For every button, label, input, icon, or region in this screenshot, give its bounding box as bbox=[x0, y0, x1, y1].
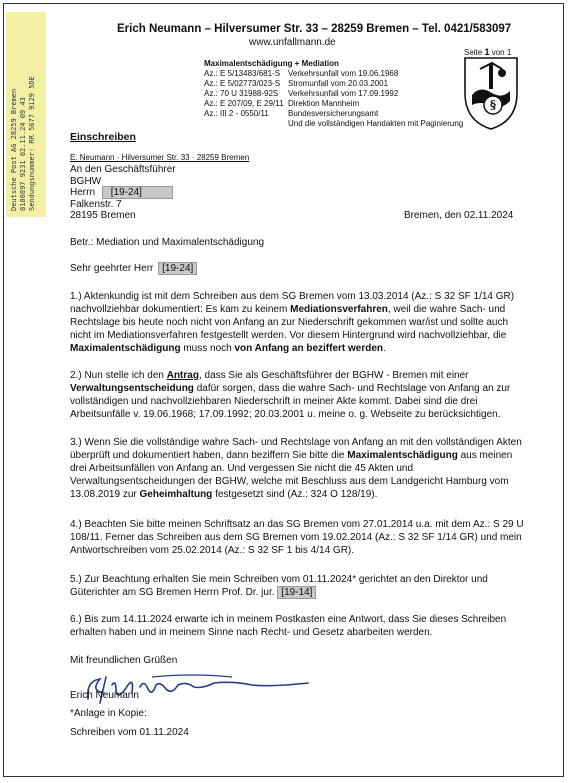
case-reference-number: Az.: 70 U 31988-92S bbox=[204, 89, 279, 98]
case-reference-desc: Und die vollständigen Handakten mit Paginierung bbox=[288, 119, 464, 128]
case-block-title: Maximalentschädigung + Mediation bbox=[204, 59, 339, 68]
case-reference-row bbox=[204, 69, 463, 79]
stamp-line: Deutsche Post AG 28259 Bremen bbox=[10, 88, 18, 211]
emphasis-text: Geheimhaltung bbox=[139, 489, 213, 500]
emphasis-text: Mediationsverfahren bbox=[290, 304, 388, 315]
letter-date: Bremen, den 02.11.2024 bbox=[404, 210, 514, 221]
salutation-text: Sehr geehrter Herr bbox=[70, 263, 154, 274]
case-reference-row bbox=[204, 119, 463, 129]
paragraph-text: , dass Sie als Geschäftsführer der BGHW - Bremen mit einer bbox=[198, 370, 469, 381]
redacted-name: [19-24] bbox=[102, 186, 173, 199]
closing-phrase: Mit freundlichen Grüßen bbox=[70, 655, 178, 666]
stamp-line: 8100897 9231 02.11.24 09 43 bbox=[19, 97, 27, 211]
letterhead-title: Erich Neumann – Hilversumer Str. 33 – 28259 Bremen – Tel. 0421/583097 bbox=[117, 23, 512, 35]
recipient-line-1: An den Geschäftsführer bbox=[70, 164, 176, 175]
paragraph-2 bbox=[70, 369, 525, 421]
svg-text:§: § bbox=[489, 98, 497, 112]
case-reference-row bbox=[204, 109, 463, 119]
paragraph-5 bbox=[70, 573, 525, 599]
paragraph-text: 3.) Wenn Sie die vollständige wahre Sach- und Rechtslage von Anfang an mit den vollständigen Akten überprüft und dokumentiert haben, dann beziffern Sie bitte die bbox=[70, 437, 522, 461]
letterhead-website: www.unfallmann.de bbox=[249, 37, 336, 48]
signer-name: Erich Neumann bbox=[70, 690, 139, 701]
emphasis-text: Maximalentschädigung bbox=[70, 343, 181, 354]
paragraph-4: 4.) Beachten Sie bitte meinen Schriftsatz an das SG Bremen vom 27.01.2014 u.a. mit dem Az.: S 29 U 108/11. Ferner das Schreiben aus dem SG Bremen vom 19.02.2014 (Az.: S 32 SF 1/14 GR) und mein Antwortschreiben vom 25.02.2014 (Az.: S 32 SF 1 bis 4/14 GR). bbox=[70, 519, 524, 556]
emblem-logo bbox=[462, 55, 520, 131]
letter-subject: Betr.: Mediation und Maximalentschädigung bbox=[70, 237, 265, 248]
mail-type: Einschreiben bbox=[70, 131, 136, 143]
case-reference-desc: Bundesversicherungsamt bbox=[288, 109, 379, 118]
paragraph-text: 5.) Zur Beachtung erhalten Sie mein Schreiben vom 01.11.2024* gerichtet an den Direktor und Güterichter am SG Bremen Herrn Prof. Dr. jur. bbox=[70, 574, 488, 598]
case-reference-number: Az.: E 207/09, E 29/11 bbox=[204, 99, 284, 108]
emphasis-text: Verwaltungsentscheidung bbox=[70, 383, 194, 394]
recipient-city: 28195 Bremen bbox=[70, 210, 136, 221]
case-reference-desc: Stromunfall vom 20.03.2001 bbox=[288, 79, 389, 88]
emphasis-text: Antrag bbox=[166, 370, 199, 381]
enclosure-item: Schreiben vom 01.11.2024 bbox=[70, 727, 189, 738]
redacted-name: [19-14] bbox=[277, 586, 316, 599]
case-reference-row bbox=[204, 89, 463, 99]
case-reference-number: Az.: E 5/13483/681-S bbox=[204, 69, 281, 78]
paragraph-text: , weil die wahre Sach- und Rechtslage bis heute noch nicht von Anfang an zur Niederschrift gekommen war/ist und sollte auch nicht im Mediationsverfahren festgestellt werden. Vor diesem Hintergrund wird nachvollziehbar, die bbox=[70, 304, 509, 341]
paragraph-text: aus meinen drei Arbeitsunfällen von Anfang an. Und vergessen Sie nicht die 45 Akten und Verwaltungsentscheidungen der BGHW, welche mit Beschluss aus dem Landgericht Hamburg vom 13.08.2019 zur bbox=[70, 450, 513, 500]
redacted-name: [19-24] bbox=[158, 262, 197, 275]
emphasis-text: von Anfang an beziffert werden bbox=[234, 343, 384, 354]
page-total: von 1 bbox=[491, 48, 512, 57]
paragraph-text: . bbox=[383, 343, 386, 354]
stamp-line: Sendungsnummer: RR 5677 9129 5DE bbox=[28, 76, 36, 211]
case-reference-list bbox=[204, 69, 463, 129]
postage-stamp-text bbox=[6, 12, 46, 217]
recipient-title: Herrn bbox=[70, 187, 96, 198]
case-reference-number: Az.: III 2 - 0550/11 bbox=[204, 109, 269, 118]
enclosure-label: *Anlage in Kopie: bbox=[70, 708, 147, 719]
paragraph-3 bbox=[70, 436, 525, 501]
paragraph-text: 1.) Aktenkundig ist mit dem Schreiben aus dem SG Bremen vom 13.03.2014 (Az.: S 32 SF 1/14 GR) nachvollziehbar dokumentiert: Es kam zu keinem bbox=[70, 291, 515, 315]
page-number: 1 bbox=[484, 47, 490, 57]
page-label: Seite bbox=[464, 48, 483, 57]
paragraph-text: festgesetzt sind (Az.: 324 O 128/19). bbox=[212, 489, 378, 500]
salutation bbox=[70, 263, 197, 275]
paragraph-text: dafür sorgen, dass die wahre Sach- und Rechtslage von Anfang an zur vollständigen und nachvollziehbaren Niederschrift in meiner Akte kommt. Dabei sind die drei Arbeitsunfälle v. 19.06.1968; 17.09.1992; 20.03.2001 u. meine o. g. Webseite zu berücksichtigen. bbox=[70, 383, 511, 420]
recipient-line-2: BGHW bbox=[70, 176, 102, 187]
case-reference-number: Az.: E 5/02773/023-S bbox=[204, 79, 281, 88]
emphasis-text: Maximalentschädigung bbox=[347, 450, 458, 461]
case-reference-desc: Verkehrsunfall vom 17.09.1992 bbox=[288, 89, 399, 98]
postage-stamp-label bbox=[6, 12, 46, 217]
case-reference-desc: Verkehrsunfall vom 19.06.1968 bbox=[288, 69, 399, 78]
paragraph-6: 6.) Bis zum 14.11.2024 erwarte ich in meinem Postkasten eine Antwort, dass Sie dieses Schreiben erhalten haben und in meinem Sinne nach Recht- und Gesetz abarbeiten werden. bbox=[70, 614, 507, 638]
sender-return-line: E. Neumann · Hilversumer Str. 33 · 28259 Bremen bbox=[70, 153, 250, 162]
case-reference-desc: Direktion Mannheim bbox=[288, 99, 360, 108]
case-reference-row bbox=[204, 79, 463, 89]
recipient-line-3 bbox=[70, 187, 173, 199]
paragraph-1 bbox=[70, 290, 525, 355]
paragraph-text: 2.) Nun stelle ich den bbox=[70, 370, 167, 381]
recipient-street: Falkenstr. 7 bbox=[70, 199, 122, 210]
paragraph-text: muss noch bbox=[180, 343, 235, 354]
case-reference-row bbox=[204, 99, 463, 109]
